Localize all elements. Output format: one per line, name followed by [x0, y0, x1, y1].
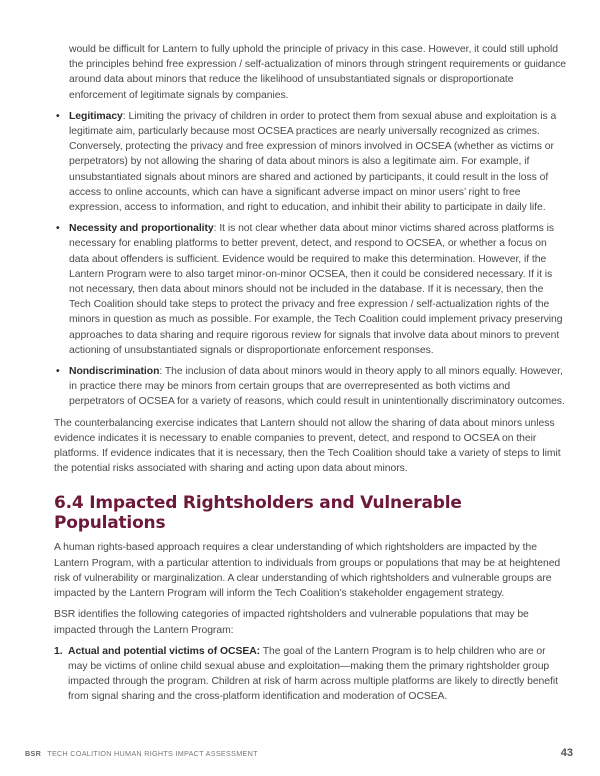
page-number: 43 — [560, 747, 573, 759]
item-text: The goal of the Lantern Program is to help children who are or may be victims of online child sexual abuse and exploitation—making them the primary rightsholder group impacted through the program. Children at risk of harm across multiple platforms are likely to directly benefit from signal sharing and the cross-platform identification and moderation of OCSEA. — [68, 645, 558, 703]
item-number: 1. — [54, 645, 63, 657]
page-content — [54, 42, 566, 705]
bullet-term: Legitimacy — [69, 110, 123, 122]
bullet-icon: • — [56, 223, 60, 235]
bullet-item-legitimacy — [54, 109, 566, 215]
page-footer — [25, 749, 575, 758]
footer-title: TECH COALITION HUMAN RIGHTS IMPACT ASSESSMENT — [47, 749, 258, 758]
bullet-text: : It is not clear whether data about minor victims shared across platforms is necessary for enabling platforms to better prevent, detect, and respond to OCSEA, or whether a focus on data about offenders is sufficient. Evidence would be required to make this determination. However, if the Lantern Program were to also target minor-on-minor OCSEA, then it could be considered necessary. If it is not necessary, then data about minors should not be included in the database. If it is necessary, then the Tech Coalition should take steps to protect the privacy and free expression / self-actualization rights of the minors in question as much as possible. For example, the Tech Coalition could implement privacy preserving approaches to data sharing and require rigorous review for signals that involve data about minors to prevent actioning of unsubstantiated signals or disproportionate enforcement responses. — [69, 223, 563, 356]
section-heading: 6.4 Impacted Rightsholders and Vulnerable Populations — [54, 493, 462, 534]
bullet-item-nondiscrimination — [54, 364, 566, 410]
bullet-icon: • — [56, 110, 60, 122]
bullet-term: Nondiscrimination — [69, 366, 160, 378]
counterbalancing-paragraph: The counterbalancing exercise indicates that Lantern should not allow the sharing of data about minors unless evidence indicates it is necessary to enable companies to prevent, detect, and respond to OCSEA on their platforms. If evidence indicates that it is necessary, then the Tech Coalition should take a variety of steps to limit the potential risks associated with sharing and acting upon data about minors. — [54, 417, 561, 475]
bullet-item-necessity — [54, 221, 566, 358]
bullet-icon: • — [56, 366, 60, 378]
numbered-item-victims — [54, 644, 566, 705]
continuation-paragraph: would be difficult for Lantern to fully uphold the principle of privacy in this case. However, it could still uphold the principles behind free expression / self-actualization of minors through stringent requirements or guidance around data about minors that reduce the likelihood of unsubstantiated signals or disproportionate enforcement of legitimate signals by companies. — [69, 44, 566, 101]
section-intro-paragraph: A human rights-based approach requires a clear understanding of which rightsholders are impacted by the Lantern Program, with a particular attention to individuals from groups or populations that may be at heightened risk of vulnerability or marginalization. A clear understanding of which rightsholders and vulnerable groups are impacted by the Lantern Program will inform the Tech Coalition’s stakeholder engagement strategy. — [54, 542, 561, 600]
rightsholders-list — [54, 644, 566, 705]
principles-list — [54, 109, 566, 410]
bullet-text: : The inclusion of data about minors would in theory apply to all minors equally. However, in practice there may be minors from certain groups that are overrepresented as both victims and perpetrators of OCSEA for a variety of reasons, which could result in unintentionally discriminatory outcomes. — [69, 366, 565, 408]
item-term: Actual and potential victims of OCSEA: — [68, 645, 261, 657]
footer-brand: BSR — [25, 749, 42, 758]
bullet-text: : Limiting the privacy of children in order to protect them from sexual abuse and exploitation is a legitimate aim, particularly because most OCSEA practices are nearly universally recognized as crimes. Conversely, protecting the privacy and free expression of minors involved in OCSEA (whether as victims or perpetrators) by not allowing the sharing of data about minors is also a legitimate aim. For example, if unsubstantiated signals about minors are shared and actioned by participants, it could result in the loss of access to online accounts, which can have a significant adverse impact on minor users’ right to free expression, access to information, and right to education, and inhibit their ability to participate in daily life. — [69, 110, 557, 214]
bullet-term: Necessity and proportionality — [69, 223, 214, 235]
section-lead-paragraph: BSR identifies the following categories of impacted rightsholders and vulnerable populations that may be impacted through the Lantern Program: — [54, 609, 529, 636]
